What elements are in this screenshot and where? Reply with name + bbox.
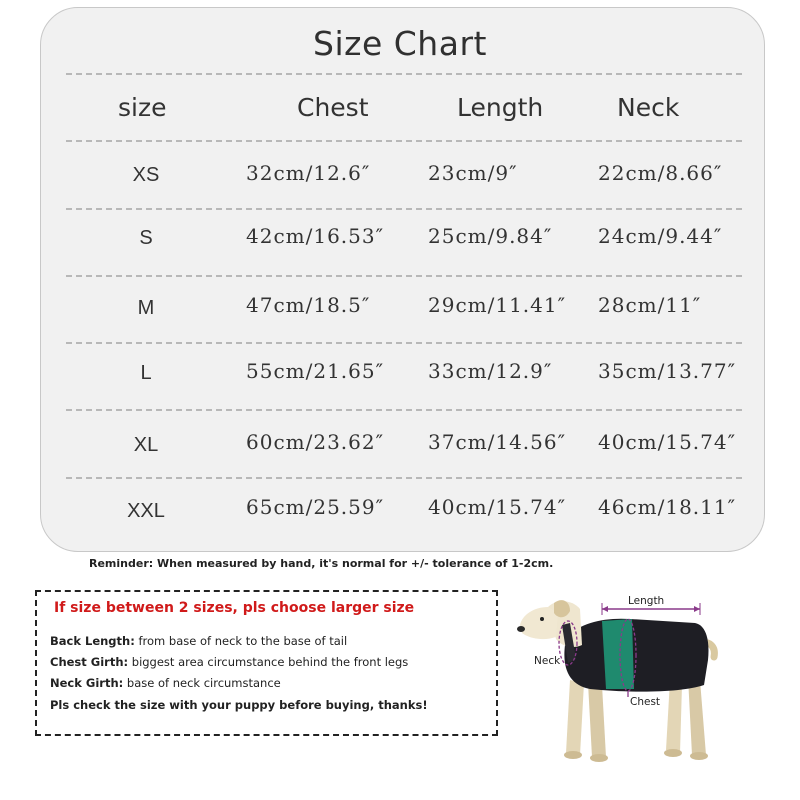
size-label: S	[139, 227, 153, 249]
note-desc: from base of neck to the base of tail	[134, 634, 348, 648]
note-line-check	[50, 698, 428, 712]
note-line-chest-girth	[50, 655, 408, 669]
size-label: L	[140, 362, 152, 384]
divider	[66, 73, 742, 75]
size-chart-card	[40, 7, 765, 552]
length-value: 23cm/9″	[428, 161, 518, 185]
chest-value: 60cm/23.62″	[246, 430, 385, 454]
size-label: XL	[133, 434, 159, 456]
neck-label: Neck	[534, 655, 561, 667]
note-line-back-length	[50, 634, 347, 648]
note-desc: base of neck circumstance	[123, 676, 281, 690]
neck-value: 35cm/13.77″	[598, 359, 737, 383]
chest-label: Chest	[630, 696, 661, 708]
divider	[66, 477, 742, 479]
chart-title: Size Chart	[313, 24, 487, 63]
neck-value: 22cm/8.66″	[598, 161, 723, 185]
note-term: Pls check the size with your puppy before buying, thanks!	[50, 698, 428, 712]
neck-value: 24cm/9.44″	[598, 224, 723, 248]
dog-icon	[510, 585, 770, 775]
length-value: 37cm/14.56″	[428, 430, 567, 454]
tolerance-reminder: Reminder: When measured by hand, it's normal for +/- tolerance of 1-2cm.	[89, 557, 554, 570]
sizing-notes-box	[35, 590, 498, 736]
note-term: Back Length:	[50, 634, 135, 648]
length-label: Length	[628, 595, 665, 607]
chest-value: 47cm/18.5″	[246, 293, 371, 317]
neck-value: 28cm/11″	[598, 293, 702, 317]
chest-value: 32cm/12.6″	[246, 161, 371, 185]
length-value: 29cm/11.41″	[428, 293, 567, 317]
note-line-neck-girth	[50, 676, 281, 690]
chest-value: 42cm/16.53″	[246, 224, 385, 248]
divider	[66, 275, 742, 277]
note-title: If size between 2 sizes, pls choose larger size	[54, 600, 415, 616]
divider	[66, 208, 742, 210]
length-value: 33cm/12.9″	[428, 359, 553, 383]
header-length: Length	[457, 93, 544, 122]
divider	[66, 409, 742, 411]
note-term: Chest Girth:	[50, 655, 129, 669]
size-label: M	[137, 297, 155, 319]
chest-value: 65cm/25.59″	[246, 495, 385, 519]
note-term: Neck Girth:	[50, 676, 124, 690]
chest-value: 55cm/21.65″	[246, 359, 385, 383]
note-desc: biggest area circumstance behind the front legs	[128, 655, 409, 669]
header-chest: Chest	[297, 93, 369, 122]
neck-value: 40cm/15.74″	[598, 430, 737, 454]
divider	[66, 342, 742, 344]
size-label: XS	[132, 164, 160, 186]
header-size: size	[118, 93, 167, 122]
dog-measurement-diagram	[510, 585, 770, 775]
divider	[66, 140, 742, 142]
length-value: 40cm/15.74″	[428, 495, 567, 519]
length-value: 25cm/9.84″	[428, 224, 553, 248]
size-label: XXL	[127, 500, 165, 522]
neck-value: 46cm/18.11″	[598, 495, 737, 519]
header-neck: Neck	[617, 93, 680, 122]
